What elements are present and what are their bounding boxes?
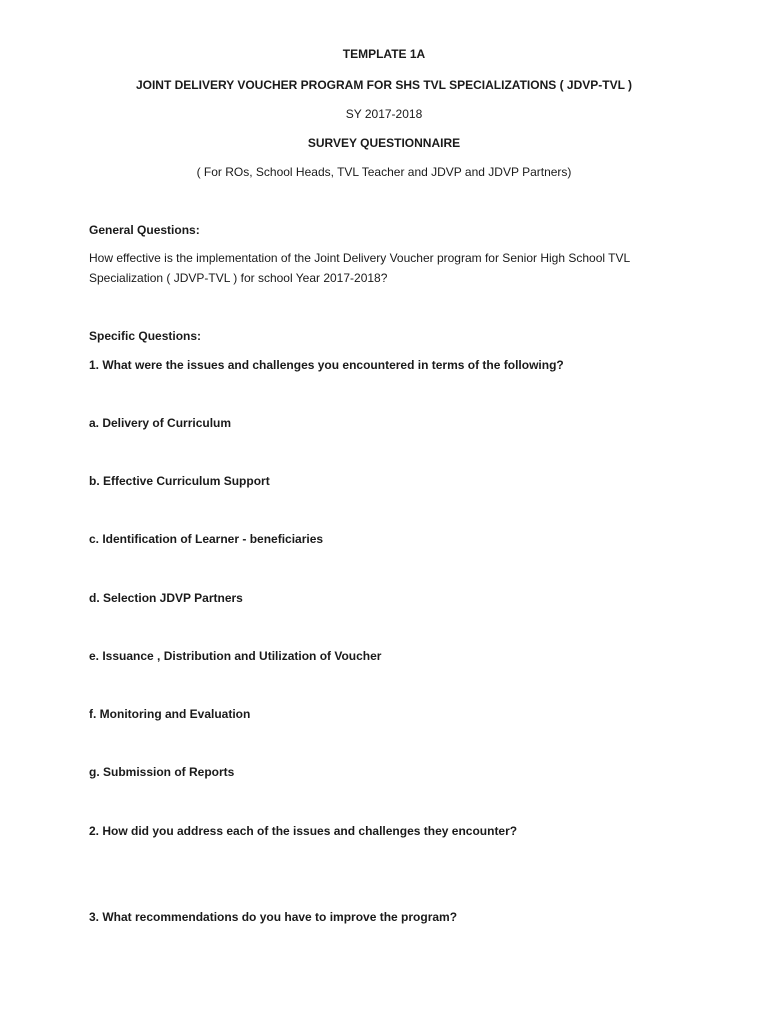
program-title: JOINT DELIVERY VOUCHER PROGRAM FOR SHS TVL SPECIALIZATIONS ( JDVP-TVL ) bbox=[135, 78, 633, 92]
question-1-item-e: e. Issuance , Distribution and Utilization of Voucher bbox=[89, 649, 382, 663]
specific-questions-heading: Specific Questions: bbox=[89, 329, 202, 343]
question-1: 1. What were the issues and challenges you encountered in terms of the following? bbox=[89, 358, 564, 372]
question-1-item-c: c. Identification of Learner - beneficiaries bbox=[89, 532, 324, 546]
question-1-item-f: f. Monitoring and Evaluation bbox=[89, 707, 251, 721]
school-year: SY 2017-2018 bbox=[345, 107, 423, 121]
question-1-item-a: a. Delivery of Curriculum bbox=[89, 416, 232, 430]
question-2: 2. How did you address each of the issues and challenges they encounter? bbox=[89, 824, 518, 838]
general-questions-heading: General Questions: bbox=[89, 223, 200, 237]
questionnaire-title: SURVEY QUESTIONNAIRE bbox=[307, 136, 461, 150]
question-1-item-g: g. Submission of Reports bbox=[89, 765, 235, 779]
question-1-item-b: b. Effective Curriculum Support bbox=[89, 474, 270, 488]
question-3: 3. What recommendations do you have to improve the program? bbox=[89, 910, 458, 924]
question-1-item-d: d. Selection JDVP Partners bbox=[89, 591, 243, 605]
audience-note: ( For ROs, School Heads, TVL Teacher and JDVP and JDVP Partners) bbox=[196, 165, 572, 179]
template-label: TEMPLATE 1A bbox=[342, 47, 426, 61]
general-question-text: How effective is the implementation of the Joint Delivery Voucher program for Senior High School TVL Specialization ( JDVP-TVL ) for school Year 2017-2018? bbox=[89, 251, 630, 285]
